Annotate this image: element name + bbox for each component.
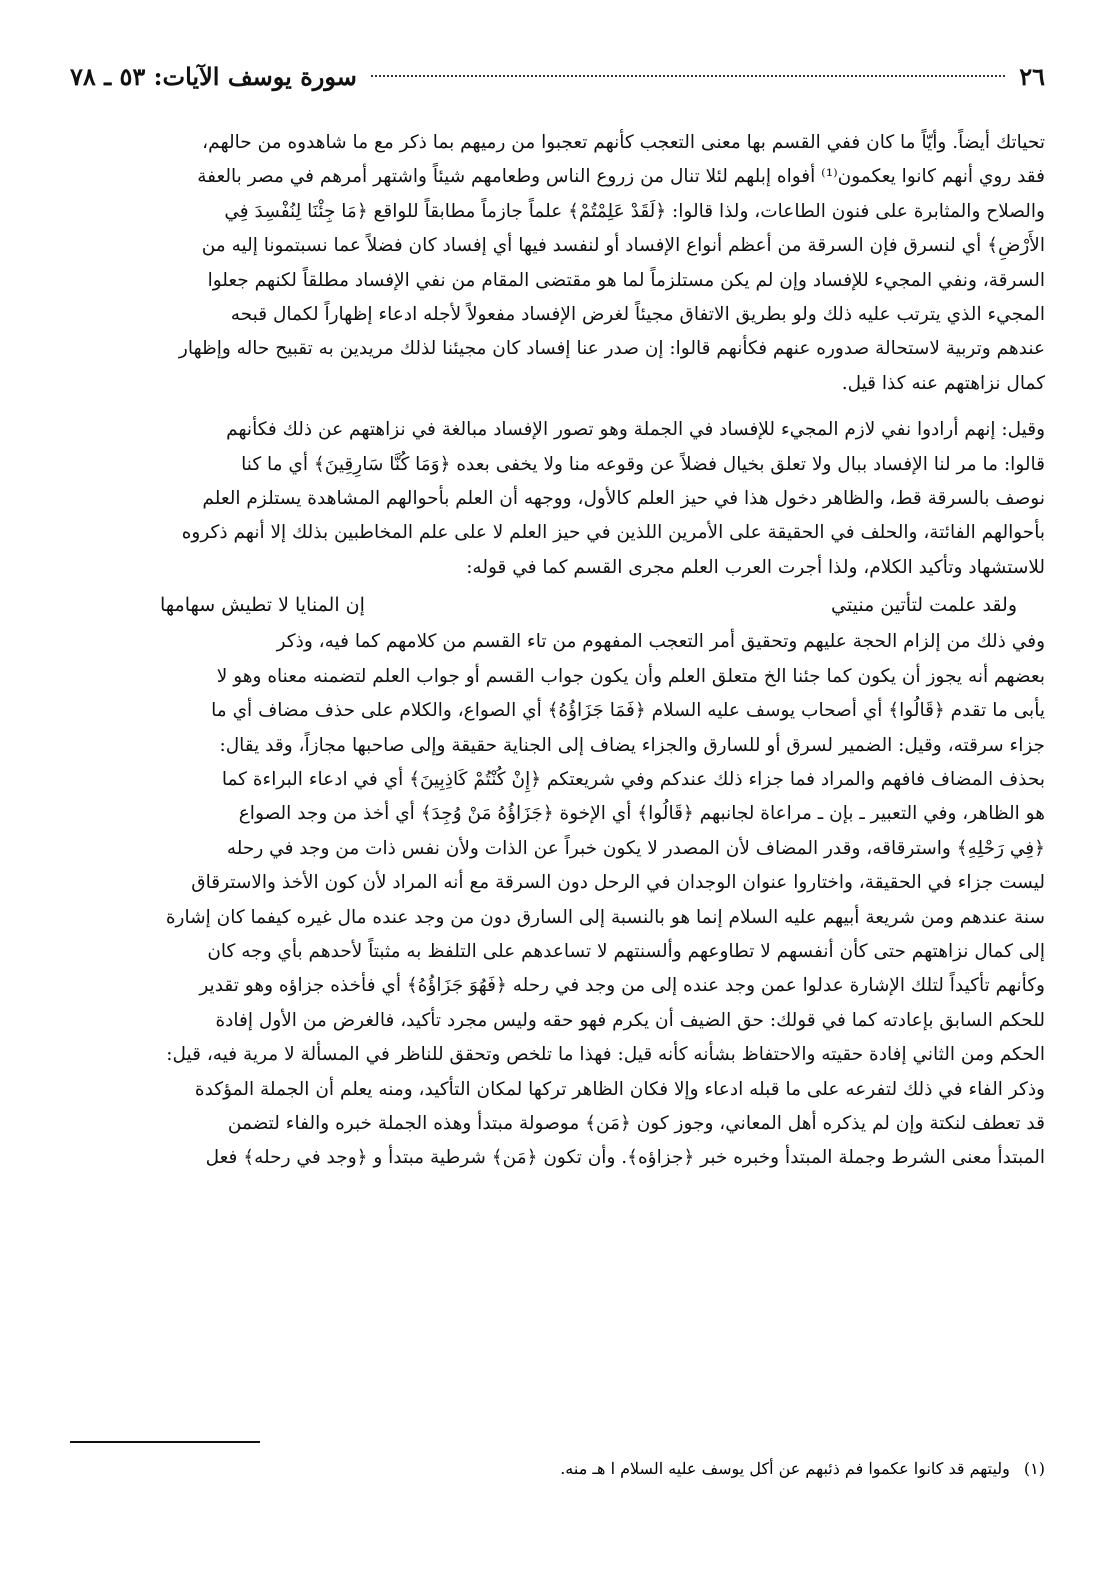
footnote-number: (١) xyxy=(1023,1459,1045,1478)
text-line: والصلاح والمثابرة على فنون الطاعات، ولذا قالوا: ﴿لَقَدْ عَلِمْتُمْ﴾ علماً جازماً مطابقاً للواقع ﴿مَا جِئْنَا لِنُفْسِدَ فِي xyxy=(224,200,1045,222)
text-line: المبتدأ معنى الشرط وجملة المبتدأ وخبره خبر ﴿جزاؤه﴾. وأن تكون ﴿مَن﴾ شرطية مبتدأ و ﴿وجد في رحله﴾ فعل xyxy=(205,1147,1045,1169)
text-line: للحكم السابق بإعادته كما في قولك: حق الضيف أن يكرم فهو حقه وليس مجرد تأكيد، فالغرض من الأول إفادة xyxy=(215,1009,1045,1031)
header-dot-leader xyxy=(371,75,1005,77)
book-page xyxy=(70,62,1045,1176)
running-header xyxy=(70,62,1045,92)
text-line: وذكر الفاء في ذلك لتفرعه على ما قبله ادعاء وإلا فكان الظاهر تركها لمكان التأكيد، ومنه يعلم أن الجملة المؤكدة xyxy=(194,1078,1045,1100)
text-line: ليست جزاء في الحقيقة، واختاروا عنوان الوجدان في الرحل دون السرقة مع أنه المراد لأن كون الأخذ والاسترقاق xyxy=(191,872,1045,894)
text-line: جزاء سرقته، وقيل: الضمير لسرق أو للسارق والجزاء يضاف إلى الجناية حقيقة وإلى صاحبها مجازاً، وقد يقال: xyxy=(219,734,1045,756)
text-line: هو الظاهر، وفي التعبير ـ بإن ـ مراعاة لجانبهم ﴿قَالُوا﴾ أي الإخوة ﴿جَزَاؤُهُ مَنْ وُجِدَ﴾ أي أخذ من وجد الصواع xyxy=(238,803,1045,825)
footnote-text: وليتهم قد كانوا عكموا فم ذئبهم عن أكل يوسف عليه السلام ا هـ منه. xyxy=(560,1459,1010,1478)
text-line: فقد روي أنهم كانوا يعكمون⁽¹⁾ أفواه إبلهم لئلا تنال من زروع الناس وطعامهم شيئاً واشتهر أمرهم في مصر بالعفة xyxy=(197,166,1045,188)
text-line: بعضهم أنه يجوز أن يكون كما جئنا الخ متعلق العلم وأن يكون جواب القسم أو جواب العلم لتضمنه معناه وهو لا xyxy=(216,665,1045,687)
commentary-body xyxy=(70,126,1045,1176)
text-line: قالوا: ما مر لنا الإفساد ببال ولا تعلق بخيال فضلاً عن وقوعه منا ولا يخفى بعده ﴿وَمَا كُنَّا سَارِقِينَ﴾ أي ما كنا xyxy=(241,453,1045,475)
text-line: الأَرْضِ﴾ أي لنسرق فإن السرقة من أعظم أنواع الإفساد أو لنفسد فيها أي إفساد كان فضلاً عما نسبتمونا إليه من xyxy=(201,235,1045,257)
text-line: تحياتك أيضاً. وأيّاً ما كان ففي القسم بها معنى التعجب كأنهم تعجبوا من رميهم بما ذكر مع ما شاهدوه من حالهم، xyxy=(202,132,1045,153)
text-line: كمال نزاهتهم عنه كذا قيل. xyxy=(841,372,1045,394)
text-line: قد تعطف لنكتة وإن لم يذكره أهل المعاني، وجوز كون ﴿مَن﴾ موصولة مبتدأ وهذه الجملة خبره والفاء لتضمن xyxy=(227,1112,1045,1134)
paragraph-2 xyxy=(70,413,1045,585)
poetry-verse xyxy=(70,585,1045,625)
text-line: عندهم وتربية لاستحالة صدوره عنهم فكأنهم قالوا: إن صدر عنا إفساد كان مجيئنا لذلك مريدين به تقبيح حاله وإظهار xyxy=(178,338,1045,360)
text-line: إلى كمال نزاهتهم حتى كأن أنفسهم لا تطاوعهم وألسنتهم لا تساعدهم على التلفظ به مثبتاً لأحدهم بأي وجه كان xyxy=(207,940,1045,962)
text-line: للاستشهاد وتأكيد الكلام، ولذا أجرت العرب العلم مجرى القسم كما في قوله: xyxy=(466,556,1045,578)
text-line: الحكم ومن الثاني إفادة حقيته والاحتفاظ بشأنه كأنه قيل: فهذا ما تلخص وتحقق للناظر في المسألة لا مرية فيه، قيل: xyxy=(166,1044,1045,1066)
paragraph-1 xyxy=(70,126,1045,401)
text-line: وقيل: إنهم أرادوا نفي لازم المجيء للإفساد في الجملة وهو تصور الإفساد مبالغة في نزاهتهم عن ذلك فكأنهم xyxy=(226,419,1045,441)
text-line: نوصف بالسرقة قط، والظاهر دخول هذا في حيز العلم كالأول، ووجهه أن العلم بأحوالهم المشاهدة يستلزم العلم xyxy=(202,488,1045,510)
text-line: ﴿فِي رَحْلِهِ﴾ واسترقاقه، وقدر المضاف لأن المصدر لا يكون خبراً عن الذات ولأن نفس ذات من وجد في رحله xyxy=(226,837,1045,859)
paragraph-3 xyxy=(70,625,1045,1176)
text-line: وفي ذلك من إلزام الحجة عليهم وتحقيق أمر التعجب المفهوم من تاء القسم من كلامهم كما فيه، وذكر xyxy=(276,631,1045,653)
text-line: يأبى ما تقدم ﴿قَالُوا﴾ أي أصحاب يوسف عليه السلام ﴿فَمَا جَزَاؤُهُ﴾ أي الصواع، والكلام على حذف مضاف أي ما xyxy=(211,700,1045,722)
surah-title: سورة يوسف الآيات: ٥٣ ـ ٧٨ xyxy=(70,62,357,91)
text-line: وكأنهم تأكيداً لتلك الإشارة عدلوا عمن وجد عنده إلى من وجد في رحله ﴿فَهُوَ جَزَاؤُهُ﴾ أي فأخذه جزاؤه وهو تقدير xyxy=(199,975,1045,997)
verse-second-hemistich: إن المنايا لا تطيش سهامها xyxy=(160,594,365,617)
text-line: بأحوالهم الفائتة، والحلف في الحقيقة على الأمرين اللذين في حيز العلم لا على علم المخاطبين بذلك إلا أنهم ذكروه xyxy=(181,522,1045,544)
text-line: بحذف المضاف فافهم والمراد فما جزاء ذلك عندكم وفي شريعتكم ﴿إِنْ كُنْتُمْ كَاذِبِينَ﴾ أي في ادعاء البراءة كما xyxy=(221,768,1045,790)
footnote xyxy=(70,1457,1045,1481)
page-number: ٢٦ xyxy=(1019,62,1045,91)
text-line: السرقة، ونفي المجيء للإفساد وإن لم يكن مستلزماً لما هو مقتضى المقام من نفي الإفساد مطلقاً لكنهم جعلوا xyxy=(207,269,1045,291)
text-line: المجيء الذي يترتب عليه ذلك ولو بطريق الاتفاق مجيئاً لغرض الإفساد مفعولاً لأجله ادعاء إظهاراً لكمال قبحه xyxy=(230,304,1045,326)
verse-first-hemistich: ولقد علمت لتأتين منيتي xyxy=(831,594,1017,617)
footnote-separator xyxy=(70,1441,260,1443)
text-line: سنة عندهم ومن شريعة أبيهم عليه السلام إنما هو بالنسبة إلى السارق دون من وجد عنده مال غيره كيفما كان إشارة xyxy=(165,906,1045,928)
